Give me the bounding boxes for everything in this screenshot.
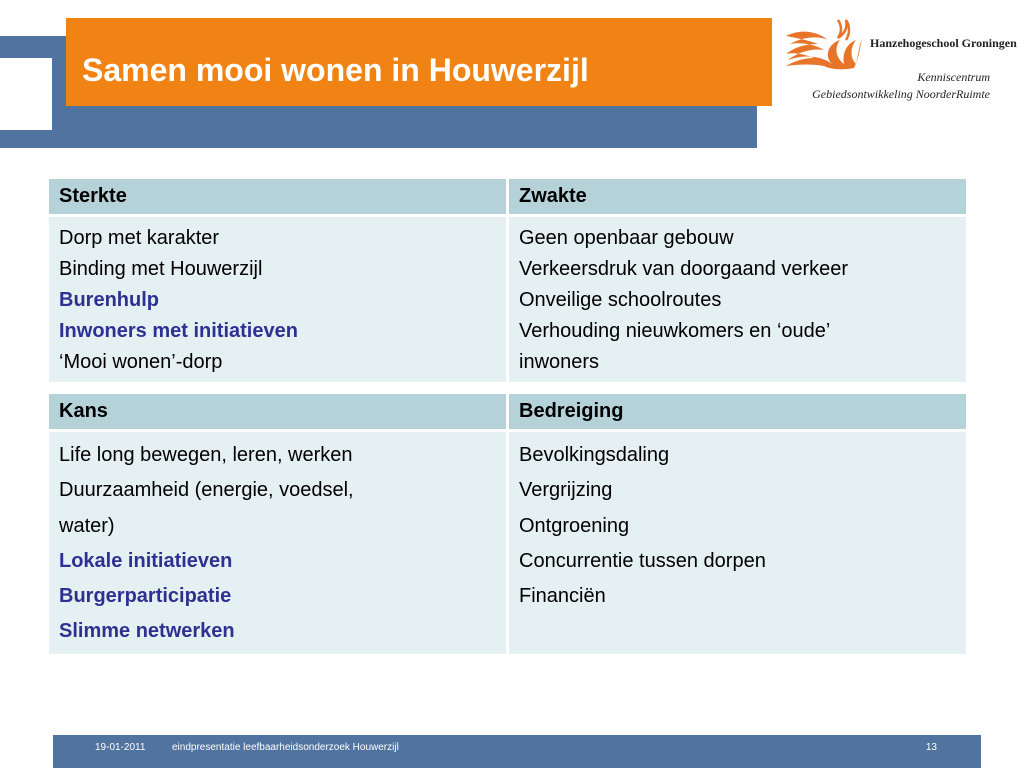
- list-item: Bevolkingsdaling: [519, 444, 670, 466]
- list-item: inwoners: [519, 351, 600, 373]
- logo-name: Hanzehogeschool Groningen: [870, 36, 1017, 50]
- table-header-row: [48, 393, 968, 431]
- list-item: Onveilige schoolroutes: [519, 289, 722, 311]
- strengths-cell: [48, 216, 508, 384]
- list-item: Burenhulp: [59, 289, 159, 311]
- list-item: Lokale initiatieven: [59, 549, 233, 572]
- page-number: 13: [925, 742, 937, 753]
- weaknesses-cell: [508, 216, 968, 384]
- footer-date: 19-01-2011: [95, 742, 146, 753]
- slide-title: Samen mooi wonen in Houwerzijl: [82, 52, 589, 88]
- list-item: Concurrentie tussen dorpen: [519, 549, 766, 572]
- list-item: Binding met Houwerzijl: [59, 258, 263, 280]
- list-item: Financiën: [519, 585, 606, 608]
- header-strengths: Sterkte: [48, 178, 508, 216]
- table-header-row: [48, 178, 968, 216]
- logo-subtitle-1: Kenniscentrum: [917, 70, 990, 84]
- list-item: water): [59, 514, 115, 537]
- flame-logo-icon: [784, 14, 864, 76]
- header-threats: Bedreiging: [508, 393, 968, 431]
- list-item: ‘Mooi wonen’-dorp: [59, 351, 223, 373]
- footer-title: eindpresentatie leefbaarheidsonderzoek Houwerzijl: [172, 742, 399, 753]
- table-row: [48, 216, 968, 384]
- list-item: Life long bewegen, leren, werken: [59, 444, 353, 466]
- logo-subtitle-2: Gebiedsontwikkeling NoorderRuimte: [812, 87, 990, 101]
- institution-logo: [780, 14, 1017, 106]
- strengths-weaknesses-table: [46, 176, 969, 385]
- header-opportunities: Kans: [48, 393, 508, 431]
- list-item: Slimme netwerken: [59, 620, 235, 643]
- footer-bar: [53, 735, 981, 768]
- list-item: Burgerparticipatie: [59, 585, 232, 608]
- threats-cell: [508, 431, 968, 656]
- title-bar: [66, 18, 772, 106]
- list-item: Verkeersdruk van doorgaand verkeer: [519, 258, 849, 280]
- opportunities-cell: [48, 431, 508, 656]
- table-row: [48, 431, 968, 656]
- header-weaknesses: Zwakte: [508, 178, 968, 216]
- list-item: Duurzaamheid (energie, voedsel,: [59, 479, 354, 502]
- list-item: Vergrijzing: [519, 479, 613, 502]
- list-item: Dorp met karakter: [59, 227, 220, 249]
- list-item: Verhouding nieuwkomers en ‘oude’: [519, 320, 831, 342]
- opportunities-threats-table: [46, 391, 969, 657]
- list-item: Ontgroening: [519, 514, 630, 537]
- header-band-gap: [0, 58, 52, 130]
- list-item: Inwoners met initiatieven: [59, 320, 298, 342]
- list-item: Geen openbaar gebouw: [519, 227, 734, 249]
